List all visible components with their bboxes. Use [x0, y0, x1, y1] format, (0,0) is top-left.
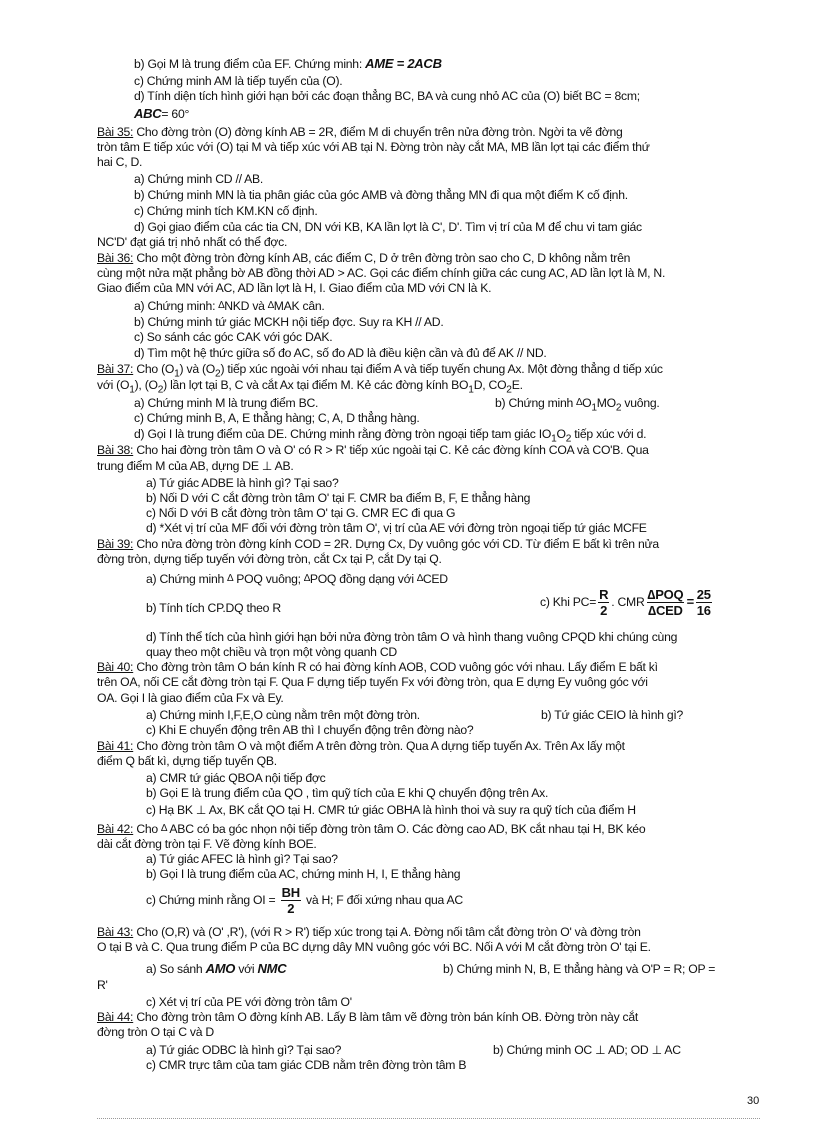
triangle-icon: ∆	[218, 300, 225, 311]
problem-title-41: Bài 41:	[97, 739, 134, 753]
p38-b: b) Nối D với C cắt đờng tròn tâm O' tại F. CMR ba điểm B, F, E thẳng hàng	[146, 491, 531, 505]
page-number: 30	[747, 1095, 760, 1107]
p39-c: c) Khi PC= $\frac{R}{2}$ . CMR $\frac{\text{∆POQ}}{\text{∆CED}}$ = $\frac{25}{16}$	[540, 587, 711, 619]
p44-c: c) CMR trực tâm của tam giác CDB nằm trên đờng tròn tâm B	[146, 1058, 467, 1072]
p38-line2: trung điểm M của AB, dựng DE ⊥ AB.	[97, 459, 294, 473]
p43-line2: O tại B và C. Qua trung điểm P của BC dựng dây MN vuông góc với BC. Nối A với M cắt đờng tròn O' tại E.	[97, 940, 651, 954]
triangle-icon: ∆	[416, 573, 423, 584]
p42-c: c) Chứng minh rằng OI = $\frac{BH}{2}$ và H; F đối xứng nhau qua AC	[146, 885, 463, 917]
p42-a: a) Tứ giác AFEC là hình gì? Tại sao?	[146, 852, 338, 866]
p42-line2: dài cắt đờng tròn tại F. Vẽ đờng kính BOE.	[97, 837, 317, 851]
triangle-icon: ∆	[227, 573, 234, 584]
problem-title-40: Bài 40:	[97, 660, 134, 674]
problem-title-35: Bài 35:	[97, 125, 134, 139]
p40-line2: trên OA, nối CE cắt đờng tròn tại F. Qua F dựng tiếp tuyến Fx với đờng tròn, qua E dựng Ey vuông góc với	[97, 675, 648, 689]
problem-title-44: Bài 44:	[97, 1010, 134, 1024]
p39-line2: đờng tròn, dựng tiếp tuyến với đờng tròn, cắt Cx tại P, cắt Dy tại Q.	[97, 552, 442, 566]
p37-c: c) Chứng minh B, A, E thẳng hàng; C, A, D thẳng hàng.	[134, 411, 420, 425]
p38-c: c) Nối D với B cắt đờng tròn tâm O' tại G. CMR EC đi qua G	[146, 506, 456, 520]
problem-title-43: Bài 43:	[97, 925, 134, 939]
p35-line1: Bài 35: Cho đờng tròn (O) đờng kính AB = 2R, điểm M di chuyển trên nửa đờng tròn. Ngời ta vẽ đờng	[97, 125, 623, 139]
problem-title-39: Bài 39:	[97, 537, 134, 551]
p42-line1: Bài 42: Cho ∆ ABC có ba góc nhọn nội tiếp đờng tròn tâm O. Các đờng cao AD, BK cắt nhau tại H, BK kéo	[97, 822, 646, 836]
p40-a: a) Chứng minh I,F,E,O cùng nằm trên một đờng tròn.	[146, 708, 420, 722]
equation-ame: AME = 2ACB	[365, 56, 442, 71]
p39-d-cont: quay theo một chiều và trọn một vòng quanh CD	[146, 645, 397, 659]
triangle-icon: ∆	[303, 573, 310, 584]
p34-d: d) Tính diện tích hình giới hạn bởi các đoạn thẳng BC, BA và cung nhỏ AC của (O) biết BC = 8cm;	[134, 89, 640, 103]
p43-b-cont: R'	[97, 978, 108, 992]
p34-c: c) Chứng minh AM là tiếp tuyến của (O).	[134, 74, 343, 88]
p39-a: a) Chứng minh ∆ POQ vuông; ∆POQ đồng dạng với ∆CED	[146, 572, 448, 586]
p36-a: a) Chứng minh: ∆NKD và ∆MAK cân.	[134, 299, 325, 313]
p40-line1: Bài 40: Cho đờng tròn tâm O bán kính R có hai đờng kính AOB, COD vuông góc với nhau. Lấy điểm E bất kì	[97, 660, 658, 674]
problem-title-37: Bài 37:	[97, 362, 134, 376]
angle-abc: ABC	[134, 106, 162, 121]
p41-line1: Bài 41: Cho đờng tròn tâm O và một điểm A trên đờng tròn. Qua A dựng tiếp tuyến Ax. Trên Ax lấy một	[97, 739, 625, 753]
fraction-bh-over-2: $\frac{BH}{2}$	[281, 885, 300, 917]
p43-line1: Bài 43: Cho (O,R) và (O' ,R'), (với R > R') tiếp xúc trong tại A. Đờng nối tâm cắt đờng tròn O' và đờng tròn	[97, 925, 641, 939]
p40-b: b) Tứ giác CEIO là hình gì?	[541, 708, 684, 722]
p38-a: a) Tứ giác ADBE là hình gì? Tại sao?	[146, 476, 339, 490]
problem-title-36: Bài 36:	[97, 251, 134, 265]
fraction-r-over-2: $\frac{R}{2}$	[599, 587, 609, 619]
p35-line3: hai C, D.	[97, 155, 143, 169]
p35-d-cont: NC'D' đạt giá trị nhỏ nhất có thể đợc.	[97, 235, 288, 249]
p35-b: b) Chứng minh MN là tia phân giác của góc AMB và đờng thẳng MN đi qua một điểm K cố định.	[134, 188, 628, 202]
p41-a: a) CMR tứ giác QBOA nội tiếp đợc	[146, 771, 326, 785]
p37-d: d) Gọi I là trung điểm của DE. Chứng minh rằng đờng tròn ngoại tiếp tam giác $IO_1O_2$ tiếp xúc với d.	[134, 427, 647, 445]
p35-line2: tròn tâm E tiếp xúc với (O) tại M và tiếp xúc với AB tại N. Đờng tròn này cắt MA, MB lần lợt tại các điểm thứ	[97, 140, 650, 154]
p37-line2: với $(O_1)$, $(O_2)$ lần lợt tại B, C và cắt Ax tại điểm M. Kẻ các đờng kính $BO_1D$, $CO_2E$.	[97, 378, 523, 396]
p40-line3: OA. Gọi I là giao điểm của Fx và Ey.	[97, 691, 284, 705]
triangle-icon: ∆	[267, 300, 274, 311]
p34-d-angle: ABC= 60°	[134, 106, 190, 121]
p43-c: c) Xét vị trí của PE với đờng tròn tâm O'	[146, 995, 352, 1009]
p41-c: c) Hạ BK ⊥ Ax, BK cắt QO tại H. CMR tứ giác OBHA là hình thoi và suy ra quỹ tích của điểm H	[146, 803, 636, 817]
fraction-25-over-16: $\frac{25}{16}$	[696, 587, 711, 619]
p41-line2: điểm Q bất kì, dựng tiếp tuyến QB.	[97, 754, 277, 768]
p36-line3: Giao điểm của MN với AC, AD lần lợt là H, I. Giao điểm của MD với CN là K.	[97, 281, 492, 295]
p39-d: d) Tính thể tích của hình giới hạn bởi nửa đờng tròn tâm O và hình thang vuông CPQD khi chúng cùng	[146, 630, 678, 644]
p44-line1: Bài 44: Cho đờng tròn tâm O đờng kính AB. Lấy B làm tâm vẽ đờng tròn bán kính OB. Đờng tròn này cắt	[97, 1010, 639, 1024]
triangle-icon: ∆	[576, 397, 583, 408]
p42-b: b) Gọi I là trung điểm của AC, chứng minh H, I, E thẳng hàng	[146, 867, 461, 881]
p36-line2: cùng một nửa mặt phẳng bờ AB đồng thời AD > AC. Gọi các điểm chính giữa các cung AC, AD lần lợt là M, N.	[97, 266, 666, 280]
angle-nmc: NMC	[257, 961, 287, 976]
p44-a: a) Tứ giác ODBC là hình gì? Tại sao?	[146, 1043, 342, 1057]
p35-a: a) Chứng minh CD // AB.	[134, 172, 264, 186]
p35-d: d) Gọi giao điểm của các tia CN, DN với KB, KA lần lợt là C', D'. Tìm vị trí của M để chu vi tam giác	[134, 220, 642, 234]
problem-title-38: Bài 38:	[97, 443, 134, 457]
p39-b: b) Tính tích CP.DQ theo R	[146, 601, 281, 615]
p36-d: d) Tìm một hệ thức giữa số đo AC, số đo AD là điều kiện cần và đủ để AK // ND.	[134, 346, 547, 360]
p37-b: b) Chứng minh $\Delta O_1MO_2$ vuông.	[495, 396, 660, 414]
p40-c: c) Khi E chuyển động trên AB thì I chuyển động trên đờng nào?	[146, 723, 474, 737]
p38-d: d) *Xét vị trí của MF đối với đờng tròn tâm O', vị trí của AE với đờng tròn ngoại tiếp tứ giác MCFE	[146, 521, 647, 535]
p43-a: a) So sánh AMO với NMC	[146, 961, 287, 976]
p43-b: b) Chứng minh N, B, E thẳng hàng và O'P = R; OP =	[443, 962, 716, 976]
footer-divider	[97, 1118, 760, 1119]
fraction-triangle-ratio: $\frac{\text{∆POQ}}{\text{∆CED}}$	[647, 587, 684, 619]
p44-line2: đờng tròn O tại C và D	[97, 1025, 214, 1039]
p36-b: b) Chứng minh tứ giác MCKH nội tiếp đợc. Suy ra KH // AD.	[134, 315, 444, 329]
p34-b: b) Gọi M là trung điểm của EF. Chứng minh: AME = 2ACB	[134, 56, 442, 71]
triangle-icon: ∆	[161, 823, 167, 834]
p35-c: c) Chứng minh tích KM.KN cố định.	[134, 204, 318, 218]
p44-b: b) Chứng minh OC ⊥ AD; OD ⊥ AC	[493, 1043, 681, 1057]
p36-line1: Bài 36: Cho một đờng tròn đờng kính AB, các điểm C, D ở trên đờng tròn sao cho C, D không nằm trên	[97, 251, 631, 265]
p39-line1: Bài 39: Cho nửa đờng tròn đờng kính COD = 2R. Dựng Cx, Dy vuông góc với CD. Từ điểm E bất kì trên nửa	[97, 537, 659, 551]
p38-line1: Bài 38: Cho hai đờng tròn tâm O và O' có R > R' tiếp xúc ngoài tại C. Kẻ các đờng kính COA và CO'B. Qua	[97, 443, 649, 457]
angle-amo: AMO	[205, 961, 236, 976]
p36-c: c) So sánh các góc CAK với góc DAK.	[134, 330, 333, 344]
p41-b: b) Gọi E là trung điểm của QO , tìm quỹ tích của E khi Q chuyển động trên Ax.	[146, 786, 549, 800]
p37-line1: Bài 37: Cho $(O_1)$ và $(O_2)$ tiếp xúc ngoài với nhau tại điểm A và tiếp tuyến chung Ax. Một đờng thẳng d tiếp xúc	[97, 362, 663, 380]
problem-title-42: Bài 42:	[97, 822, 134, 836]
p37-a: a) Chứng minh M là trung điểm BC.	[134, 396, 319, 410]
